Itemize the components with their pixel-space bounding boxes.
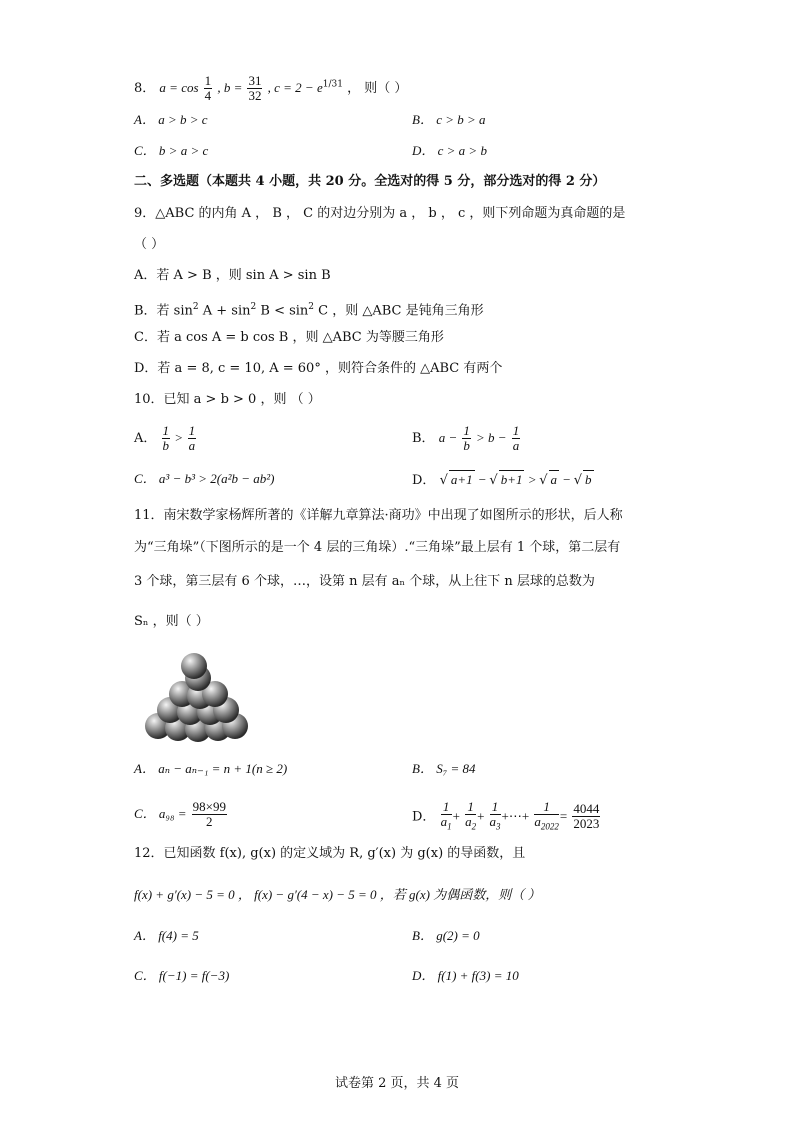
q10-option-d[interactable]: D． √ a+1 − √ b+1 > √ a − √ b: [412, 472, 592, 488]
section-heading: 二、多选题（本题共 4 小题，共 20 分。全选对的得 5 分，部分选对的得 2 分）: [134, 174, 606, 189]
q9-option-a[interactable]: A．若 A > B ，则 sin A > sin B: [134, 268, 331, 283]
q8-stem: 8． a = cos $\frac{1}{4}$ , b = $\frac{31}{32}$ , $c = 2 - e^{1/31}$ ， 则（ ）: [134, 73, 408, 103]
q11-option-a[interactable]: A． aₙ − aₙ₋₁ = n + 1(n ≥ 2): [134, 761, 288, 776]
q8-option-c[interactable]: C． b > a > c: [134, 143, 209, 158]
q8-option-d[interactable]: D． c > a > b: [412, 143, 487, 158]
q12-option-c[interactable]: C． f(−1) = f(−3): [134, 968, 230, 983]
q11-stem-line4: Sₙ ，则（ ）: [134, 614, 209, 629]
q12-option-b[interactable]: B． g(2) = 0: [412, 928, 480, 943]
q9-option-c[interactable]: C．若 a cos A = b cos B ，则 △ABC 为等腰三角形: [134, 330, 444, 345]
q10-option-c[interactable]: C． a³ − b³ > 2(a²b − ab²): [134, 471, 275, 486]
page-footer: 试卷第 2 页，共 4 页: [334, 1076, 460, 1091]
q9-option-b[interactable]: B．若 $\sin^2 A + \sin^2 B < \sin^2 C$ ，则 △ABC 是钝角三角形: [134, 302, 484, 319]
q11-option-b[interactable]: B． S₇ = 84: [412, 761, 476, 776]
q11-option-c[interactable]: C． a₉₈ = $\frac{98\times 99}{2}$: [134, 799, 226, 829]
q9-stem: 9．△ABC 的内角 A ， B ， C 的对边分别为 a ， b ， c ，则下列命题为真命题的是: [134, 206, 626, 221]
q12-stem-line1: 12．已知函数 f(x), g(x) 的定义域为 R, g′(x) 为 g(x) 的导函数，且: [134, 846, 526, 861]
q11-option-d[interactable]: D． $\frac{1}{a_1}$ + $\frac{1}{a_2}$ + $\frac{1}{a_3}$ +⋯+ $\frac{1}{a_{2022}}$ = $\frac{4044}{2023}$: [412, 799, 600, 832]
q12-stem-line2: f(x) + g′(x) − 5 = 0 ， f(x) − g′(4 − x) − 5 = 0 ，若 g(x) 为偶函数，则（ ）: [134, 887, 541, 902]
q8-option-b[interactable]: B． c > b > a: [412, 112, 486, 127]
q9-paren: （ ）: [134, 237, 165, 252]
q11-stem-line2: 为“三角垛”（下图所示的是一个 4 层的三角垛）.“三角垛”最上层有 1 个球，第二层有: [134, 540, 621, 555]
q9-option-d[interactable]: D．若 a = 8, c = 10, A = 60° ，则符合条件的 △ABC 有两个: [134, 361, 503, 376]
q10-option-a[interactable]: A． $\frac{1}{b}$ > $\frac{1}{a}$: [134, 423, 196, 453]
q10-option-b[interactable]: B． a − $\frac{1}{b}$ > b − $\frac{1}{a}$: [412, 423, 520, 453]
q8-option-a[interactable]: A． a > b > c: [134, 112, 208, 127]
q10-stem: 10．已知 a > b > 0 ，则 （ ）: [134, 392, 321, 407]
q12-option-d[interactable]: D． f(1) + f(3) = 10: [412, 968, 519, 983]
q12-option-a[interactable]: A． f(4) = 5: [134, 928, 199, 943]
q11-stem-line1: 11．南宋数学家杨辉所著的《详解九章算法·商功》中出现了如图所示的形状，后人称: [134, 508, 623, 523]
triangular-pile-figure: [140, 650, 250, 745]
q11-stem-line3: 3 个球，第三层有 6 个球，…，设第 n 层有 aₙ 个球，从上往下 n 层球的总数为: [134, 574, 595, 589]
